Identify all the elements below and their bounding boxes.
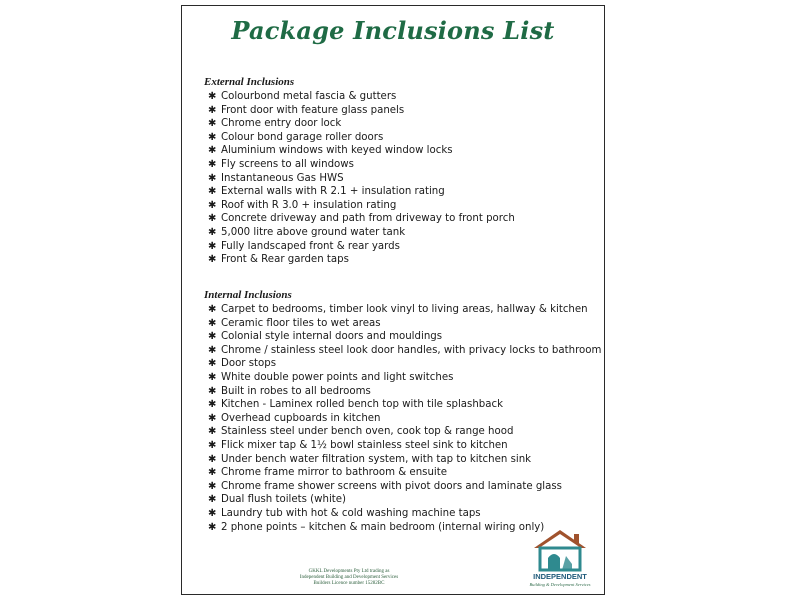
list-item-text: Colourbond metal fascia & gutters	[221, 91, 397, 102]
company-footer	[274, 569, 424, 587]
list-item	[208, 226, 598, 240]
asterisk-bullet-icon: ✱	[208, 453, 217, 465]
asterisk-bullet-icon: ✱	[208, 131, 217, 143]
external-inclusions-heading: External Inclusions	[204, 76, 295, 88]
asterisk-bullet-icon: ✱	[208, 240, 217, 252]
asterisk-bullet-icon: ✱	[208, 412, 217, 424]
footer-line-1: GKKL Developments Pty Ltd trading as	[308, 569, 390, 574]
asterisk-bullet-icon: ✱	[208, 426, 217, 438]
list-item	[208, 398, 598, 412]
list-item-text: Colonial style internal doors and mouldings	[221, 331, 443, 343]
asterisk-bullet-icon: ✱	[208, 226, 217, 238]
list-item	[208, 172, 598, 186]
list-item-text: Laundry tub with hot & cold washing machine taps	[221, 507, 481, 519]
asterisk-bullet-icon: ✱	[208, 358, 217, 370]
document-page	[181, 5, 605, 595]
asterisk-bullet-icon: ✱	[208, 145, 217, 157]
asterisk-bullet-icon: ✱	[208, 399, 217, 411]
list-item-text: Fully landscaped front & rear yards	[221, 240, 400, 252]
asterisk-bullet-icon: ✱	[208, 480, 217, 492]
house-logo-icon	[520, 526, 600, 572]
list-item-text: Front & Rear garden taps	[221, 254, 349, 266]
list-item	[208, 507, 598, 521]
logo-tagline: Building & Development Services	[529, 582, 591, 587]
list-item	[208, 90, 598, 104]
list-item	[208, 371, 598, 385]
asterisk-bullet-icon: ✱	[208, 521, 217, 533]
list-item	[208, 317, 598, 331]
list-item-text: Door stops	[221, 358, 277, 370]
logo-name: INDEPENDENT	[533, 572, 587, 581]
list-item-text: Carpet to bedrooms, timber look vinyl to living areas, hallway & kitchen	[221, 304, 588, 315]
asterisk-bullet-icon: ✱	[208, 104, 217, 116]
list-item-text: Chrome frame shower screens with pivot doors and laminate glass	[221, 480, 562, 492]
page-title: Package Inclusions List	[231, 16, 555, 45]
list-item	[208, 385, 598, 399]
list-item	[208, 253, 598, 267]
asterisk-bullet-icon: ✱	[208, 344, 217, 356]
list-item-text: Instantaneous Gas HWS	[221, 172, 344, 184]
list-item	[208, 425, 598, 439]
asterisk-bullet-icon: ✱	[208, 439, 217, 451]
list-item-text: Chrome / stainless steel look door handles, with privacy locks to bathroom	[221, 344, 602, 356]
list-item	[208, 466, 598, 480]
list-item-text: Kitchen - Laminex rolled bench top with tile splashback	[221, 399, 504, 411]
list-item-text: 5,000 litre above ground water tank	[221, 226, 406, 238]
list-item	[208, 357, 598, 371]
footer-line-3: Builders Licence number 15282BC	[313, 581, 385, 586]
list-item	[208, 117, 598, 131]
list-item	[208, 493, 598, 507]
list-item-text: Flick mixer tap & 1½ bowl stainless steel sink to kitchen	[221, 439, 508, 451]
list-item-text: Ceramic floor tiles to wet areas	[221, 317, 381, 329]
external-inclusions-list	[208, 90, 598, 267]
asterisk-bullet-icon: ✱	[208, 317, 217, 329]
list-item-text: Under bench water filtration system, with tap to kitchen sink	[221, 453, 532, 465]
asterisk-bullet-icon: ✱	[208, 304, 217, 315]
asterisk-bullet-icon: ✱	[208, 494, 217, 506]
company-logo	[520, 526, 600, 592]
asterisk-bullet-icon: ✱	[208, 172, 217, 184]
asterisk-bullet-icon: ✱	[208, 385, 217, 397]
asterisk-bullet-icon: ✱	[208, 91, 217, 102]
asterisk-bullet-icon: ✱	[208, 331, 217, 343]
asterisk-bullet-icon: ✱	[208, 158, 217, 170]
list-item-text: External walls with R 2.1 + insulation rating	[221, 186, 445, 198]
list-item	[208, 212, 598, 226]
footer-line-2: Independent Building and Development Services	[299, 575, 399, 580]
list-item	[208, 131, 598, 145]
list-item-text: Dual flush toilets (white)	[221, 494, 347, 506]
list-item-text: Chrome frame mirror to bathroom & ensuite	[221, 467, 448, 479]
list-item-text: Built in robes to all bedrooms	[221, 385, 371, 397]
asterisk-bullet-icon: ✱	[208, 467, 217, 479]
list-item-text: Roof with R 3.0 + insulation rating	[221, 199, 397, 211]
list-item	[208, 412, 598, 426]
list-item-text: Overhead cupboards in kitchen	[221, 412, 381, 424]
list-item	[208, 480, 598, 494]
asterisk-bullet-icon: ✱	[208, 507, 217, 519]
list-item	[208, 303, 598, 317]
list-item-text: Colour bond garage roller doors	[221, 131, 384, 143]
list-item-text: Front door with feature glass panels	[221, 104, 405, 116]
list-item	[208, 104, 598, 118]
list-item-text: Aluminium windows with keyed window locks	[221, 145, 453, 157]
list-item	[208, 453, 598, 467]
asterisk-bullet-icon: ✱	[208, 371, 217, 383]
list-item-text: Chrome entry door lock	[221, 118, 342, 130]
asterisk-bullet-icon: ✱	[208, 186, 217, 198]
asterisk-bullet-icon: ✱	[208, 118, 217, 130]
list-item-text: Stainless steel under bench oven, cook top & range hood	[221, 426, 514, 438]
list-item	[208, 240, 598, 254]
internal-inclusions-list	[208, 303, 602, 534]
asterisk-bullet-icon: ✱	[208, 199, 217, 211]
list-item	[208, 144, 598, 158]
list-item-text: Fly screens to all windows	[221, 158, 354, 170]
internal-inclusions-heading: Internal Inclusions	[204, 289, 292, 301]
list-item-text: Concrete driveway and path from driveway to front porch	[221, 213, 515, 225]
list-item	[208, 199, 598, 213]
list-item	[208, 185, 598, 199]
asterisk-bullet-icon: ✱	[208, 213, 217, 225]
list-item	[208, 330, 598, 344]
list-item	[208, 344, 602, 358]
list-item	[208, 439, 598, 453]
list-item-text: 2 phone points – kitchen & main bedroom (internal wiring only)	[221, 521, 545, 533]
list-item	[208, 158, 598, 172]
list-item-text: White double power points and light switches	[221, 371, 454, 383]
asterisk-bullet-icon: ✱	[208, 254, 217, 266]
